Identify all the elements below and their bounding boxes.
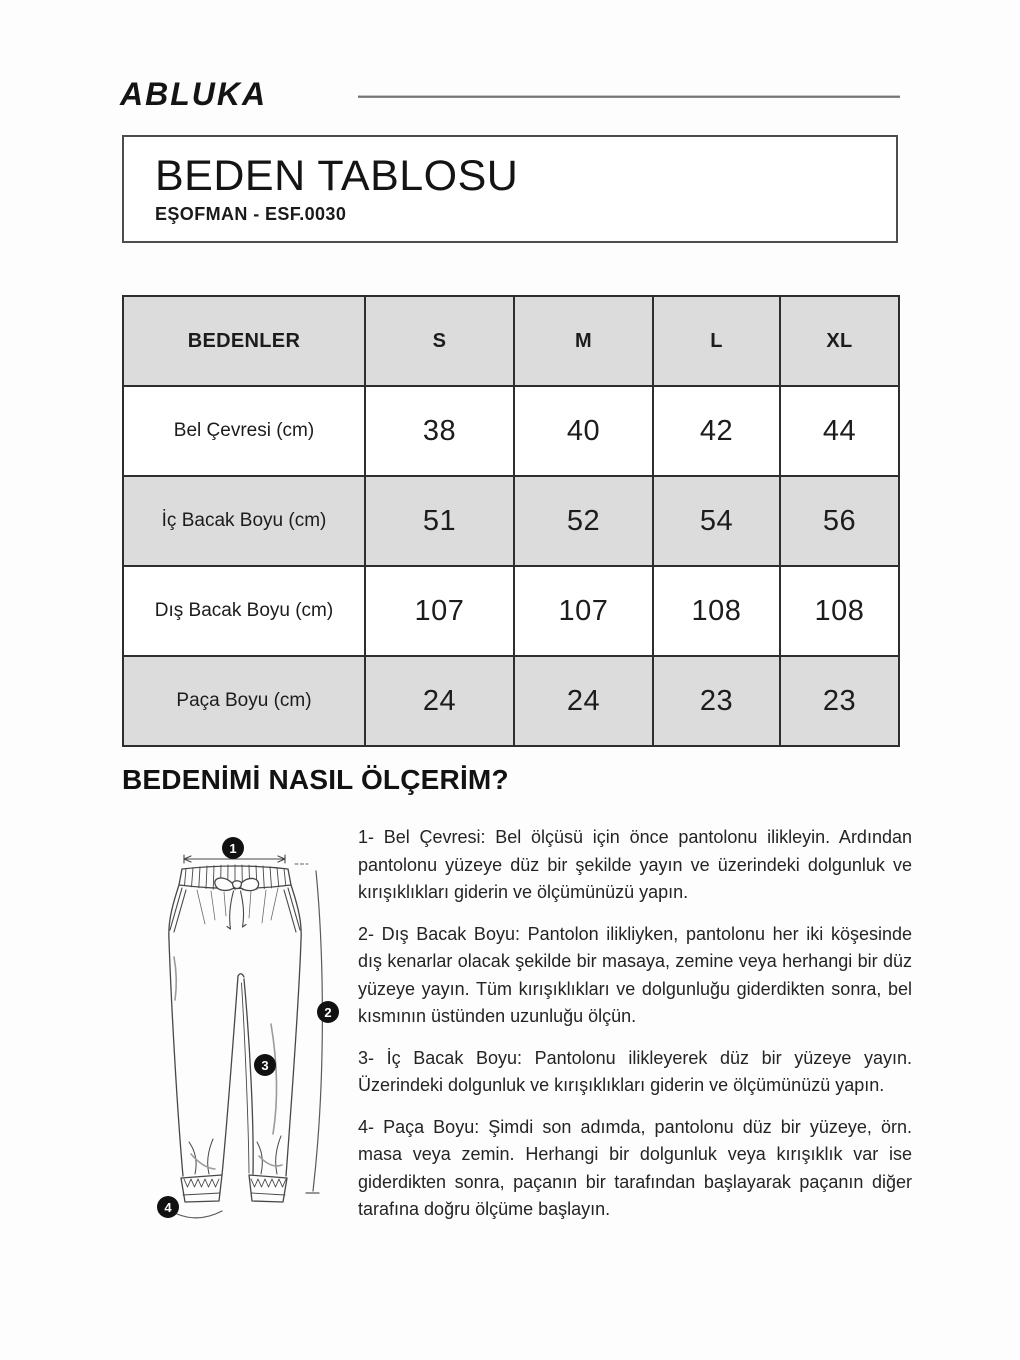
size-table	[122, 295, 900, 747]
table-row-outseam	[123, 566, 899, 656]
marker-1-waist: 1	[222, 837, 244, 859]
size-value: 44	[780, 386, 899, 476]
table-row-waist	[123, 386, 899, 476]
size-value: 56	[780, 476, 899, 566]
column-header-sizes: BEDENLER	[123, 296, 365, 386]
size-value: 24	[514, 656, 653, 746]
header-rule	[358, 95, 900, 98]
brand-logo: ABLUKA	[120, 76, 268, 112]
column-header-m: M	[514, 296, 653, 386]
instruction-paragraph-2: 2- Dış Bacak Boyu: Pantolon ilikliyken, pantolonu her iki köşesinde dış kenarlar olacak şekilde bir masaya, zemine veya herhangi bir düz yüzeye yayın. Tüm kırışıklıkları ve dolgunluğu giderdikten sonra, bel kısmının üstünden uzunluğu ölçün.	[358, 923, 912, 1027]
size-value: 108	[653, 566, 780, 656]
marker-2-outseam: 2	[317, 1001, 339, 1023]
size-value: 107	[514, 566, 653, 656]
size-value: 23	[653, 656, 780, 746]
instruction-paragraph-1: 1- Bel Çevresi: Bel ölçüsü için önce pantolonu ilikleyin. Ardından pantolonu yüzeye düz bir şekilde yayın ve üzerindeki dolgunluk ve kırışıklıkları giderin ve ölçümünüzü yapın.	[358, 827, 912, 903]
row-label: Dış Bacak Boyu (cm)	[123, 566, 365, 656]
size-value: 42	[653, 386, 780, 476]
size-value: 54	[653, 476, 780, 566]
product-code: EŞOFMAN - ESF.0030	[155, 204, 347, 225]
column-header-s: S	[365, 296, 514, 386]
column-header-xl: XL	[780, 296, 899, 386]
table-row-hem	[123, 656, 899, 746]
size-value: 24	[365, 656, 514, 746]
marker-4-hem: 4	[157, 1196, 179, 1218]
sweatpants-figure	[125, 824, 355, 1244]
hem-measure-curve	[177, 1211, 222, 1218]
column-header-l: L	[653, 296, 780, 386]
size-value: 23	[780, 656, 899, 746]
size-value: 38	[365, 386, 514, 476]
page-title: BEDEN TABLOSU	[155, 152, 519, 200]
how-to-measure-heading: BEDENİMİ NASIL ÖLÇERİM?	[122, 764, 509, 795]
instruction-paragraph-4: 4- Paça Boyu: Şimdi son adımda, pantolonu düz bir yüzeye, örn. masa veya zemin. Herhangi bir dolgunluk veya kırışıklık var ise giderdikten sonra, paçanın bir tarafından başlayarak paçanın diğer tarafına doğru ölçüme başlayın.	[358, 1116, 912, 1220]
title-box	[122, 135, 898, 243]
table-row-inseam	[123, 476, 899, 566]
size-value: 52	[514, 476, 653, 566]
sweatpants-illustration	[125, 824, 355, 1244]
measure-instructions	[358, 824, 912, 1238]
size-value: 107	[365, 566, 514, 656]
table-header-row	[123, 296, 899, 386]
instruction-paragraph-3: 3- İç Bacak Boyu: Pantolonu ilikleyerek düz bir yüzeye yayın. Üzerindeki dolgunluk ve kırışıklıkları giderin ve ölçümünüzü yapın.	[358, 1047, 912, 1096]
row-label: İç Bacak Boyu (cm)	[123, 476, 365, 566]
marker-3-inseam: 3	[254, 1054, 276, 1076]
size-value: 40	[514, 386, 653, 476]
row-label: Paça Boyu (cm)	[123, 656, 365, 746]
size-value: 108	[780, 566, 899, 656]
row-label: Bel Çevresi (cm)	[123, 386, 365, 476]
size-value: 51	[365, 476, 514, 566]
